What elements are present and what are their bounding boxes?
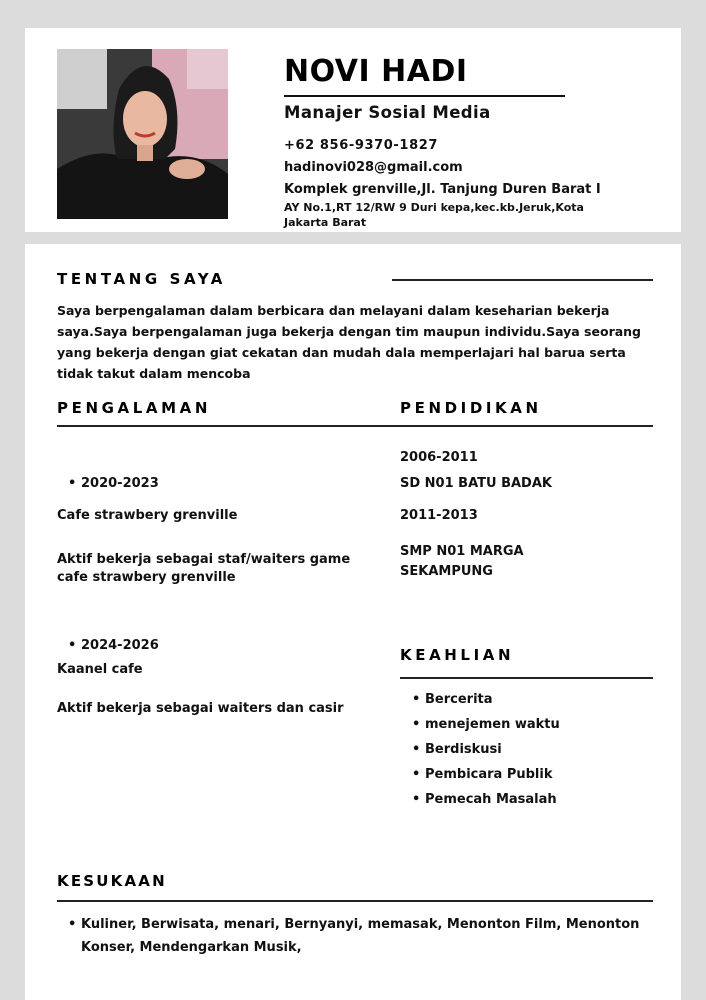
about-divider — [392, 279, 653, 281]
phone-number: +62 856-9370-1827 — [284, 138, 438, 153]
header-card — [25, 28, 681, 232]
skill-item: • Bercerita — [425, 691, 560, 716]
experience-heading: PENGALAMAN — [57, 399, 211, 417]
address-line-1: Komplek grenville,Jl. Tanjung Duren Barat I — [284, 182, 601, 197]
profile-photo-illustration — [57, 49, 228, 219]
skills-list — [425, 691, 560, 816]
experience-description-1: Aktif bekerja sebagai staf/waiters game cafe strawbery grenville — [57, 552, 351, 585]
experience-place-2: Kaanel cafe — [57, 662, 143, 677]
skill-item: • Berdiskusi — [425, 741, 560, 766]
name-divider — [284, 95, 565, 97]
skill-item: • Pembicara Publik — [425, 766, 560, 791]
education-school-2: SMP N01 MARGA SEKAMPUNG — [400, 544, 524, 579]
address-line-2: AY No.1,RT 12/RW 9 Duri kepa,kec.kb.Jeruk,Kota Jakarta Barat — [284, 201, 584, 229]
about-text: Saya berpengalaman dalam berbicara dan melayani dalam keseharian bekerja saya.Saya berpengalaman juga bekerja dengan tim maupun individu.Saya seorang yang bekerja dengan giat cekatan dan mudah dala memperlajari hal barua serta tidak takut dalam mencoba — [57, 303, 642, 381]
experience-description-2: Aktif bekerja sebagai waiters dan casir — [57, 701, 344, 716]
main-card — [25, 244, 681, 1000]
email-address: hadinovi028@gmail.com — [284, 160, 463, 175]
skills-divider — [400, 677, 653, 679]
profile-photo — [57, 49, 228, 219]
hobbies-bullet: • — [68, 917, 77, 932]
education-heading: PENDIDIKAN — [400, 399, 542, 417]
skill-item: • Pemecah Masalah — [425, 791, 560, 816]
hobbies-heading: KESUKAAN — [57, 872, 167, 890]
experience-period-2: • 2024-2026 — [81, 637, 159, 655]
about-heading: TENTANG SAYA — [57, 270, 227, 288]
hobbies-text: Kuliner, Berwisata, menari, Bernyanyi, memasak, Menonton Film, Menonton Konser, Mendengarkan Musik, — [81, 917, 640, 955]
experience-education-divider — [57, 425, 653, 427]
experience-place-1: Cafe strawbery grenville — [57, 508, 238, 523]
skills-heading: KEAHLIAN — [400, 646, 515, 664]
skill-item: • menejemen waktu — [425, 716, 560, 741]
education-period-2: 2011-2013 — [400, 508, 478, 523]
education-period-1: 2006-2011 — [400, 450, 478, 465]
hobbies-divider — [57, 900, 653, 902]
full-name: NOVI HADI — [284, 54, 468, 89]
education-school-1: SD N01 BATU BADAK — [400, 476, 552, 491]
experience-period-1: • 2020-2023 — [81, 475, 159, 493]
job-title: Manajer Sosial Media — [284, 103, 491, 122]
